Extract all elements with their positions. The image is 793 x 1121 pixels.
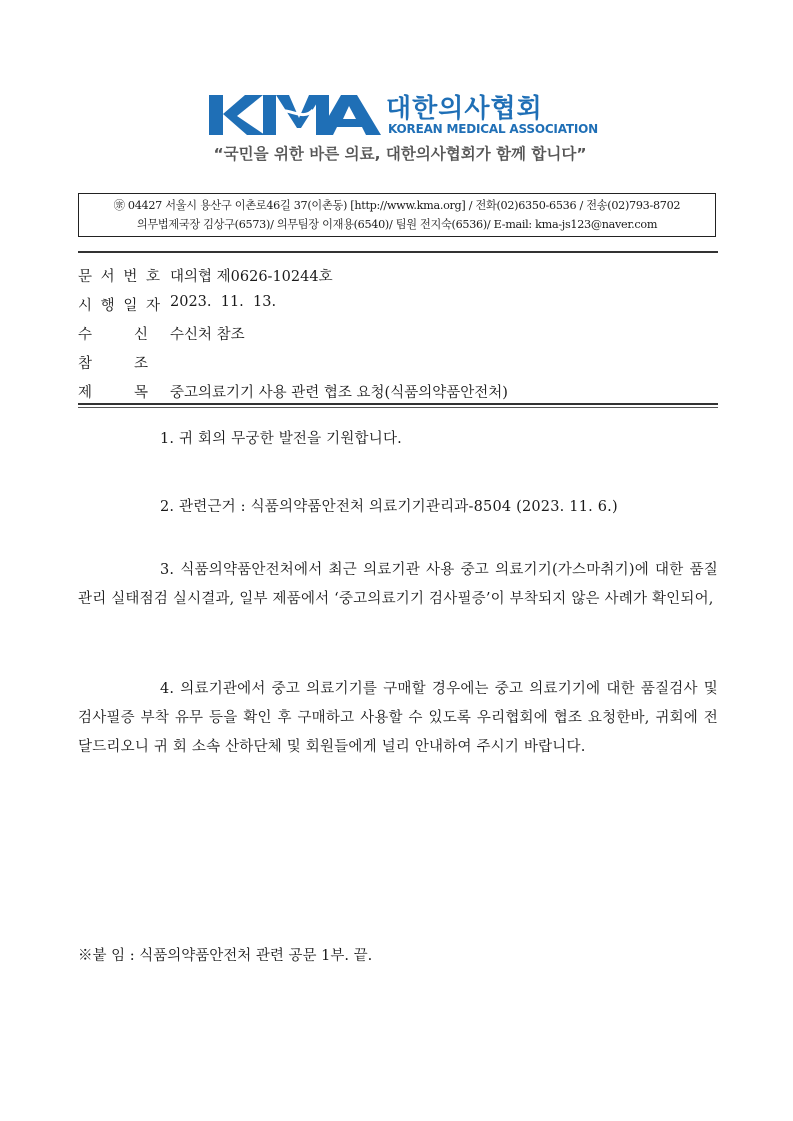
meta-row-reference bbox=[78, 352, 508, 381]
meta-value: 중고의료기기 사용 관련 협조 요청(식품의약품안전처) bbox=[170, 385, 508, 401]
meta-row-date bbox=[78, 294, 508, 323]
meta-label: 시 행 일 자 bbox=[78, 298, 160, 314]
paragraph-1: 1. 귀 회의 무궁한 발전을 기원합니다. bbox=[160, 431, 402, 447]
meta-value: 수신처 참조 bbox=[170, 327, 245, 343]
paragraph-3: 3. 식품의약품안전처에서 최근 의료기관 사용 중고 의료기기(가스마취기)에 대한 품질관리 실태점검 실시결과, 일부 제품에서 ‘중고의료기기 검사필증’이 부착되지 않은 사례가 확인되어, bbox=[78, 562, 718, 607]
meta-row-subject bbox=[78, 381, 508, 410]
logo-korean-name: 대한의사협회 bbox=[386, 94, 543, 124]
kma-letters-icon bbox=[207, 92, 383, 138]
top-divider bbox=[78, 251, 718, 253]
meta-row-recipient bbox=[78, 323, 508, 352]
address-box bbox=[78, 193, 716, 237]
meta-label: 제 목 bbox=[78, 385, 148, 401]
meta-label: 문 서 번 호 bbox=[78, 269, 160, 285]
paragraph-2: 2. 관련근거 : 식품의약품안전처 의료기기관리과-8504 (2023. 11. 6.) bbox=[160, 499, 618, 515]
meta-value: 2023. 11. 13. bbox=[170, 294, 277, 310]
slogan: “국민을 위한 바른 의료, 대한의사협회가 함께 합니다” bbox=[213, 145, 587, 163]
logo-english-name: KOREAN MEDICAL ASSOCIATION bbox=[388, 122, 598, 136]
address-line-1: ㊪ 04427 서울시 용산구 이촌로46길 37(이촌동) [http://www.kma.org] / 전화(02)6350-6536 / 전송(02)793-8702 bbox=[113, 199, 681, 212]
paragraph-4: 4. 의료기관에서 중고 의료기기를 구매할 경우에는 중고 의료기기에 대한 품질검사 및 검사필증 부착 유무 등을 확인 후 구매하고 사용할 수 있도록 우리협회에 협조 요청한바, 귀회에 전달드리오니 귀 회 소속 산하단체 및 회원들에게 널리 안내하여 주시기 바랍니다. bbox=[78, 681, 718, 755]
subject-divider bbox=[78, 403, 718, 405]
kma-logo bbox=[207, 92, 383, 138]
document-meta bbox=[78, 265, 508, 410]
attachment-note: ※붙 임 : 식품의약품안전처 관련 공문 1부. 끝. bbox=[78, 948, 373, 964]
meta-label: 참 조 bbox=[78, 356, 148, 372]
meta-label: 수 신 bbox=[78, 327, 148, 343]
meta-value: 대의협 제0626-10244호 bbox=[170, 269, 333, 285]
address-line-2: 의무법제국장 김상구(6573)/ 의무팀장 이재용(6540)/ 팀원 전지숙(6536)/ E-mail: kma-js123@naver.com bbox=[136, 218, 658, 231]
meta-row-doc-number bbox=[78, 265, 508, 294]
subject-divider-thin bbox=[78, 407, 718, 408]
